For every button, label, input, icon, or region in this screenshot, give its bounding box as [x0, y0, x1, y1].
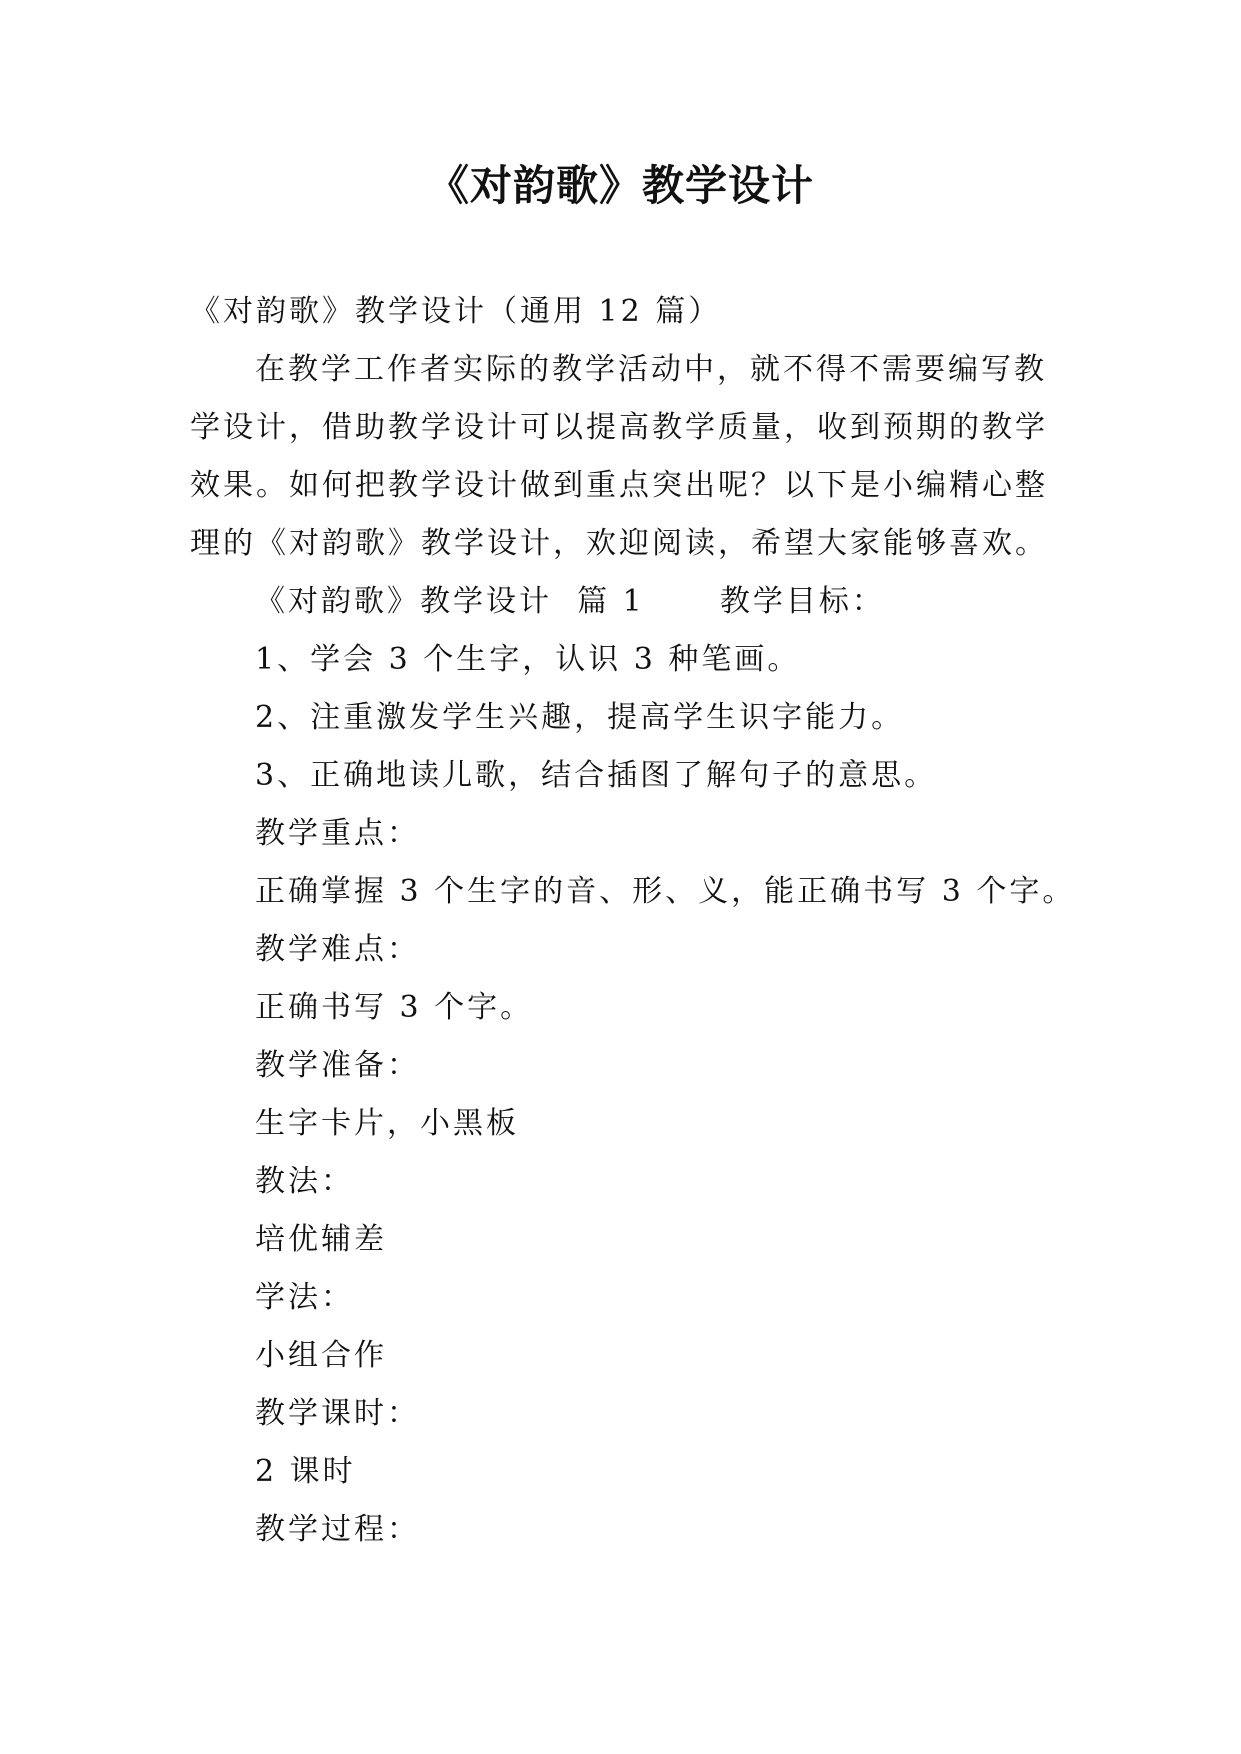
learning-label: 学法： — [255, 1280, 354, 1315]
goal-item-1: 1、学会 3 个生字，认识 3 种笔画。 — [255, 642, 801, 677]
document-subtitle: 《对韵歌》教学设计（通用 12 篇） — [190, 294, 722, 329]
hours-label: 教学课时： — [255, 1396, 420, 1431]
key-point-text: 正确掌握 3 个生字的音、形、义，能正确书写 3 个字。 — [255, 874, 1076, 909]
method-text: 培优辅差 — [255, 1222, 387, 1257]
difficulty-text: 正确书写 3 个字。 — [255, 990, 534, 1025]
difficulty-label: 教学难点： — [255, 932, 420, 967]
goal-item-2: 2、注重激发学生兴趣，提高学生识字能力。 — [255, 700, 905, 735]
key-point-label: 教学重点： — [255, 816, 420, 851]
document-title: 《对韵歌》教学设计 — [426, 161, 814, 210]
learning-text: 小组合作 — [255, 1338, 387, 1373]
method-label: 教法： — [255, 1164, 354, 1199]
intro-line-4: 理的《对韵歌》教学设计，欢迎阅读，希望大家能够喜欢。 — [190, 526, 1048, 561]
section-heading: 《对韵歌》教学设计 篇 1 教学目标： — [255, 584, 885, 619]
prep-text: 生字卡片，小黑板 — [255, 1106, 519, 1141]
intro-line-2: 学设计，借助教学设计可以提高教学质量，收到预期的教学 — [190, 410, 1048, 445]
prep-label: 教学准备： — [255, 1048, 420, 1083]
intro-line-3: 效果。如何把教学设计做到重点突出呢？以下是小编精心整 — [190, 468, 1048, 503]
process-label: 教学过程： — [255, 1512, 420, 1547]
hours-text: 2 课时 — [255, 1454, 356, 1489]
goal-item-3: 3、正确地读儿歌，结合插图了解句子的意思。 — [255, 758, 938, 793]
intro-line-1: 在教学工作者实际的教学活动中，就不得不需要编写教 — [255, 352, 1047, 387]
